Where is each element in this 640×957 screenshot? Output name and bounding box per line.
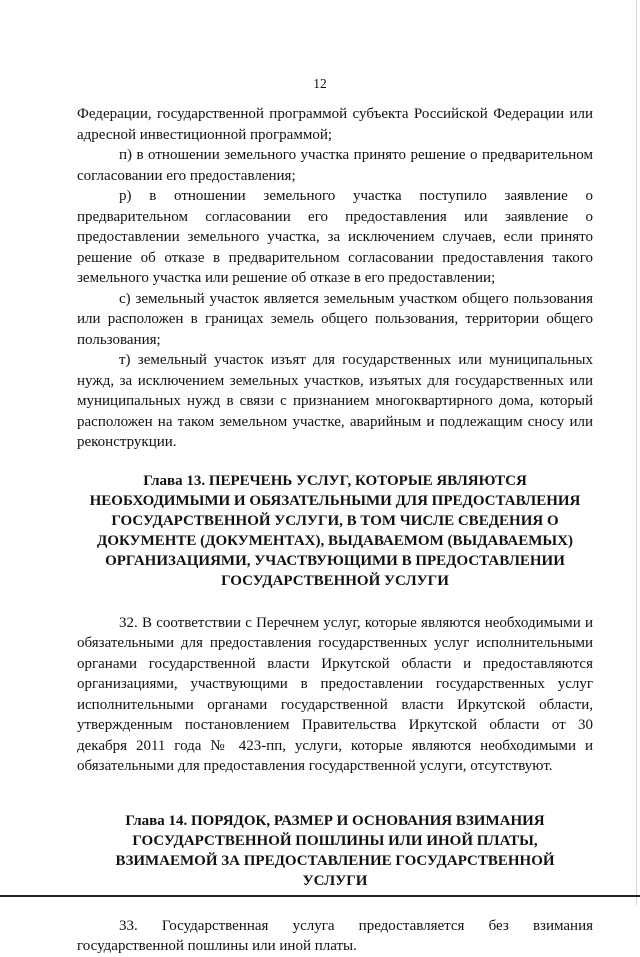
document-body xyxy=(77,104,593,957)
paragraph-item-t: т) земельный участок изъят для государственных или муниципальных нужд, за исключением земельных участков, изъятых для государственных или муниципальных нужд в связи с признанием многоквартирного дома, который расположен на таком земельном участке, аварийным и подлежащим сносу или реконструкции. xyxy=(77,352,593,450)
paragraph-item-r: р) в отношении земельного участка поступило заявление о предварительном согласовании его предоставления или заявление о предоставлении земельного участка, за исключением случаев, если принято решение об отказе в предварительном согласовании предоставления такого земельного участка или решение об отказе в его предоставлении; xyxy=(77,188,593,286)
scan-edge xyxy=(636,0,637,905)
paragraph-item-p: п) в отношении земельного участка принято решение о предварительном согласовании его предоставления; xyxy=(77,147,593,184)
chapter-13-title: Глава 13. ПЕРЕЧЕНЬ УСЛУГ, КОТОРЫЕ ЯВЛЯЮТСЯ НЕОБХОДИМЫМИ И ОБЯЗАТЕЛЬНЫМИ ДЛЯ ПРЕДОСТАВЛЕНИЯ ГОСУДАРСТВЕННОЙ УСЛУГИ, В ТОМ ЧИСЛЕ СВЕДЕНИЯ О ДОКУМЕНТЕ (ДОКУМЕНТАХ), ВЫДАВАЕМОМ (ВЫДАВАЕМЫХ) ОРГАНИЗАЦИЯМИ, УЧАСТВУЮЩИМИ В ПРЕДОСТАВЛЕНИИ ГОСУДАРСТВЕННОЙ УСЛУГИ xyxy=(89,472,581,589)
paragraph-item-s: с) земельный участок является земельным участком общего пользования или расположен в границах земель общего пользования, территории общего пользования; xyxy=(77,290,593,348)
scan-bottom-border xyxy=(0,895,640,897)
page-number: 12 xyxy=(313,76,327,91)
chapter-14-title: Глава 14. ПОРЯДОК, РАЗМЕР И ОСНОВАНИЯ ВЗИМАНИЯ ГОСУДАРСТВЕННОЙ ПОШЛИНЫ ИЛИ ИНОЙ ПЛАТЫ, ВЗИМАЕМОЙ ЗА ПРЕДОСТАВЛЕНИЕ ГОСУДАРСТВЕННОЙ УСЛУГИ xyxy=(115,812,555,889)
paragraph-33: 33. Государственная услуга предоставляется без взимания государственной пошлины или иной платы. xyxy=(77,917,593,954)
paragraph-32: 32. В соответствии с Перечнем услуг, которые являются необходимыми и обязательными для предоставления государственных услуг исполнительными органами государственной власти Иркутской области и предоставляются организациями, участвующими в предоставлении государственных услуг исполнительными органами государственной власти Иркутской области, утвержденным постановлением Правительства Иркутской области от 30 декабря 2011 года № 423-пп, услуги, которые являются необходимыми и обязательными для предоставления государственной услуги, отсутствуют. xyxy=(77,614,593,774)
paragraph-continuation: Федерации, государственной программой субъекта Российской Федерации или адресной инвестиционной программой; xyxy=(77,106,593,143)
